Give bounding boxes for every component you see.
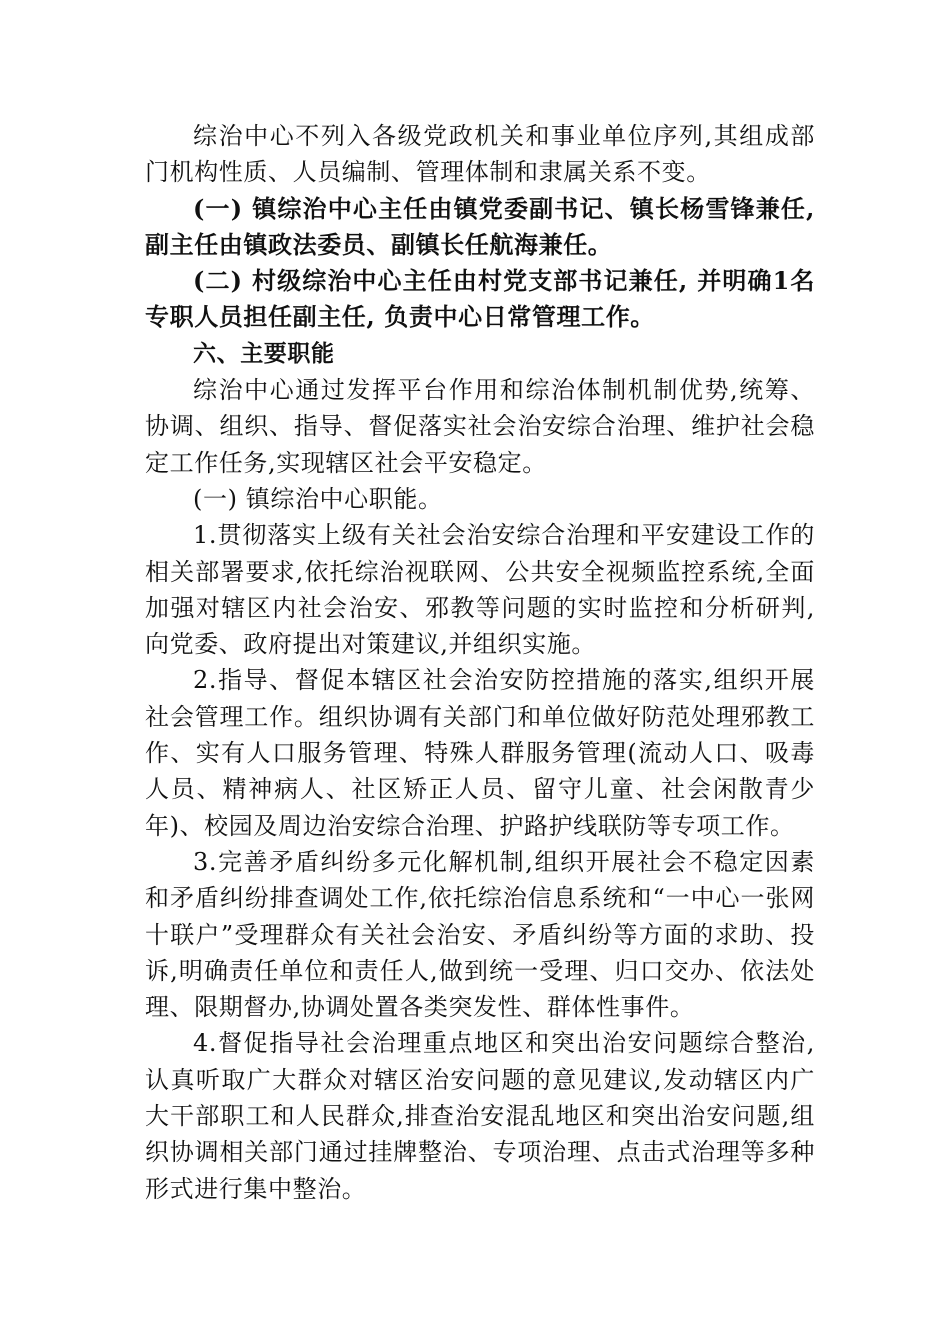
list-item-function-1: 1.贯彻落实上级有关社会治安综合治理和平安建设工作的相关部署要求,依托综治视联网、公共安全视频监控系统,全面加强对辖区内社会治安、邪教等问题的实时监控和分析研判,向党委、政府提出对策建议,并组织实施。	[145, 521, 815, 659]
document-page	[145, 118, 815, 1207]
paragraph-town-director: (一) 镇综治中心主任由镇党委副书记、镇长杨雪锋兼任, 副主任由镇政法委员、副镇长任航海兼任。	[145, 193, 815, 259]
paragraph-org-status: 综治中心不列入各级党政机关和事业单位序列,其组成部门机构性质、人员编制、管理体制和隶属关系不变。	[145, 122, 815, 187]
list-item-function-2: 2.指导、督促本辖区社会治安防控措施的落实,组织开展社会管理工作。组织协调有关部门和单位做好防范处理邪教工作、实有人口服务管理、特殊人群服务管理(流动人口、吸毒人员、精神病人、社区矫正人员、留守儿童、社会闲散青少年)、校园及周边治安综合治理、护路护线联防等专项工作。	[145, 666, 815, 840]
paragraph-functions-intro: 综治中心通过发挥平台作用和综治体制机制优势,统筹、协调、组织、指导、督促落实社会治安综合治理、维护社会稳定工作任务,实现辖区社会平安稳定。	[145, 376, 815, 477]
section-heading-main-functions: 六、主要职能	[193, 340, 335, 367]
subheading-town-center-functions: (一) 镇综治中心职能。	[193, 484, 443, 513]
list-item-function-4: 4.督促指导社会治理重点地区和突出治安问题综合整治,认真听取广大群众对辖区治安问题的意见建议,发动辖区内广大干部职工和人民群众,排查治安混乱地区和突出治安问题,组织协调相关部门通过挂牌整治、专项治理、点击式治理等多种形式进行集中整治。	[145, 1029, 815, 1203]
list-item-function-3: 3.完善矛盾纠纷多元化解机制,组织开展社会不稳定因素和矛盾纠纷排查调处工作,依托综治信息系统和“一中心一张网十联户”受理群众有关社会治安、矛盾纠纷等方面的求助、投诉,明确责任单位和责任人,做到统一受理、归口交办、依法处理、限期督办,协调处置各类突发性、群体性事件。	[145, 847, 815, 1022]
paragraph-village-director: (二) 村级综治中心主任由村党支部书记兼任, 并明确1名专职人员担任副主任, 负责中心日常管理工作。	[145, 266, 815, 332]
